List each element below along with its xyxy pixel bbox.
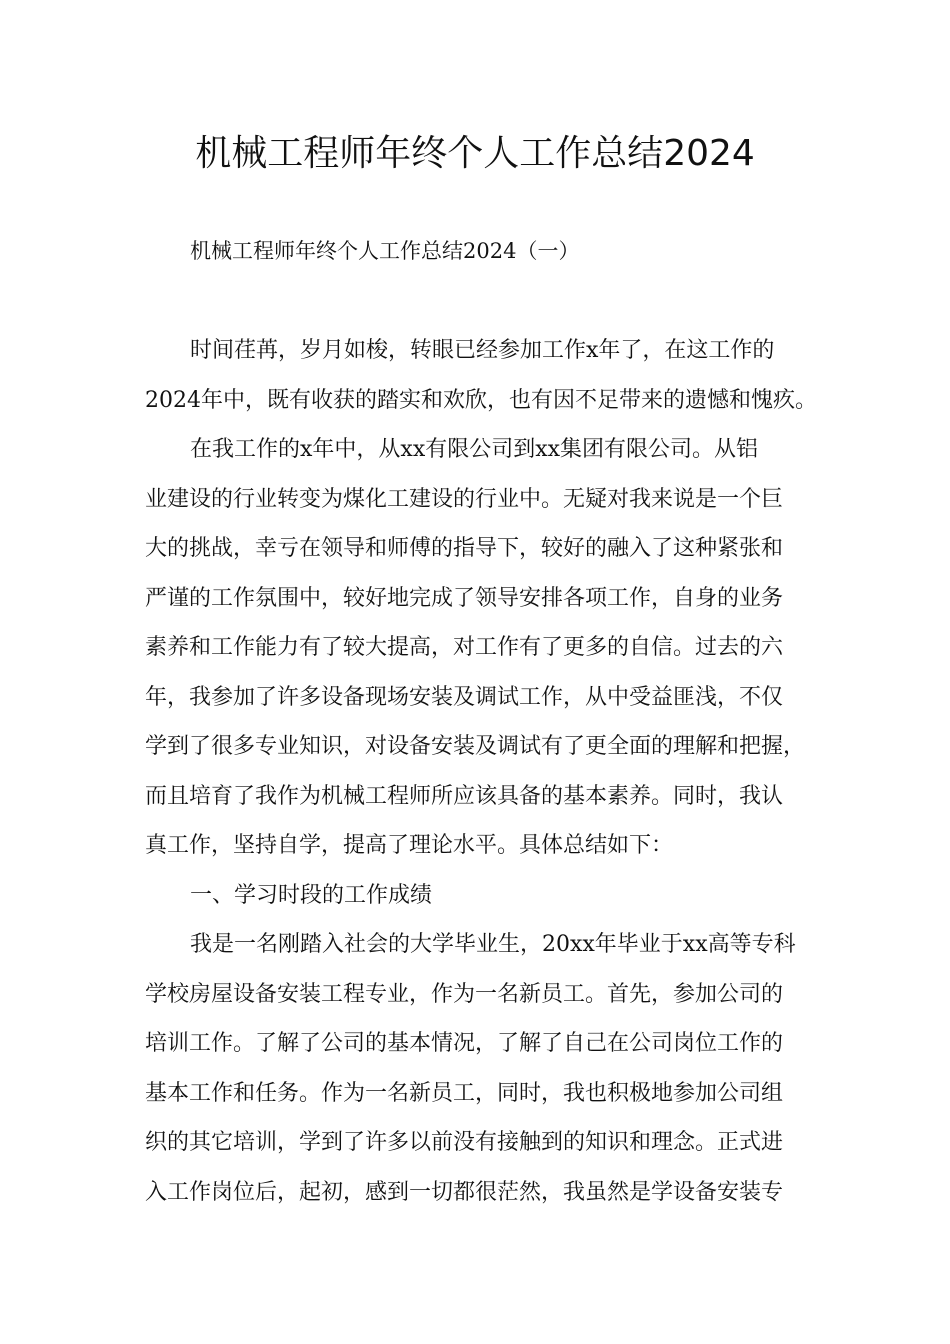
text-line: 素养和工作能力有了较大提高，对工作有了更多的自信。过去的六: [145, 635, 784, 660]
text-line: 时间荏苒，岁月如梭，转眼已经参加工作x年了，在这工作的: [190, 338, 775, 363]
text-line: 业建设的行业转变为煤化工建设的行业中。无疑对我来说是一个巨: [145, 486, 784, 512]
text-line: 在我工作的x年中，从xx有限公司到xx集团有限公司。从铝: [190, 437, 759, 462]
text-line: 而且培育了我作为机械工程师所应该具备的基本素养。同时，我认: [145, 783, 784, 809]
section-heading: 一、学习时段的工作成绩: [190, 882, 433, 908]
text-line: 真工作，坚持自学，提高了理论水平。具体总结如下：: [145, 833, 674, 858]
document-title: 机械工程师年终个人工作总结2024: [195, 133, 755, 174]
text-line: 学到了很多专业知识，对设备安装及调试有了更全面的理解和把握，: [145, 734, 806, 759]
text-line: 基本工作和任务。作为一名新员工，同时，我也积极地参加公司组: [145, 1080, 784, 1106]
text-line: 织的其它培训，学到了许多以前没有接触到的知识和理念。正式进: [145, 1130, 784, 1155]
text-line: 年，我参加了许多设备现场安装及调试工作，从中受益匪浅，不仅: [145, 684, 784, 710]
text-line: 我是一名刚踏入社会的大学毕业生，20xx年毕业于xx高等专科: [190, 932, 796, 957]
text-line: 学校房屋设备安装工程专业，作为一名新员工。首先，参加公司的: [145, 981, 784, 1007]
text-line: 培训工作。了解了公司的基本情况，了解了自己在公司岗位工作的: [145, 1031, 784, 1056]
text-line: 2024年中，既有收获的踏实和欢欣，也有因不足带来的遗憾和愧疚。: [145, 387, 817, 413]
text-line: 大的挑战，幸亏在领导和师傅的指导下，较好的融入了这种紧张和: [145, 536, 784, 561]
text-line: 严谨的工作氛围中，较好地完成了领导安排各项工作，自身的业务: [145, 585, 784, 611]
body-text: [145, 330, 815, 1221]
section-subtitle: 机械工程师年终个人工作总结2024（一）: [190, 239, 580, 263]
text-line: 入工作岗位后，起初，感到一切都很茫然，我虽然是学设备安装专: [145, 1179, 784, 1205]
